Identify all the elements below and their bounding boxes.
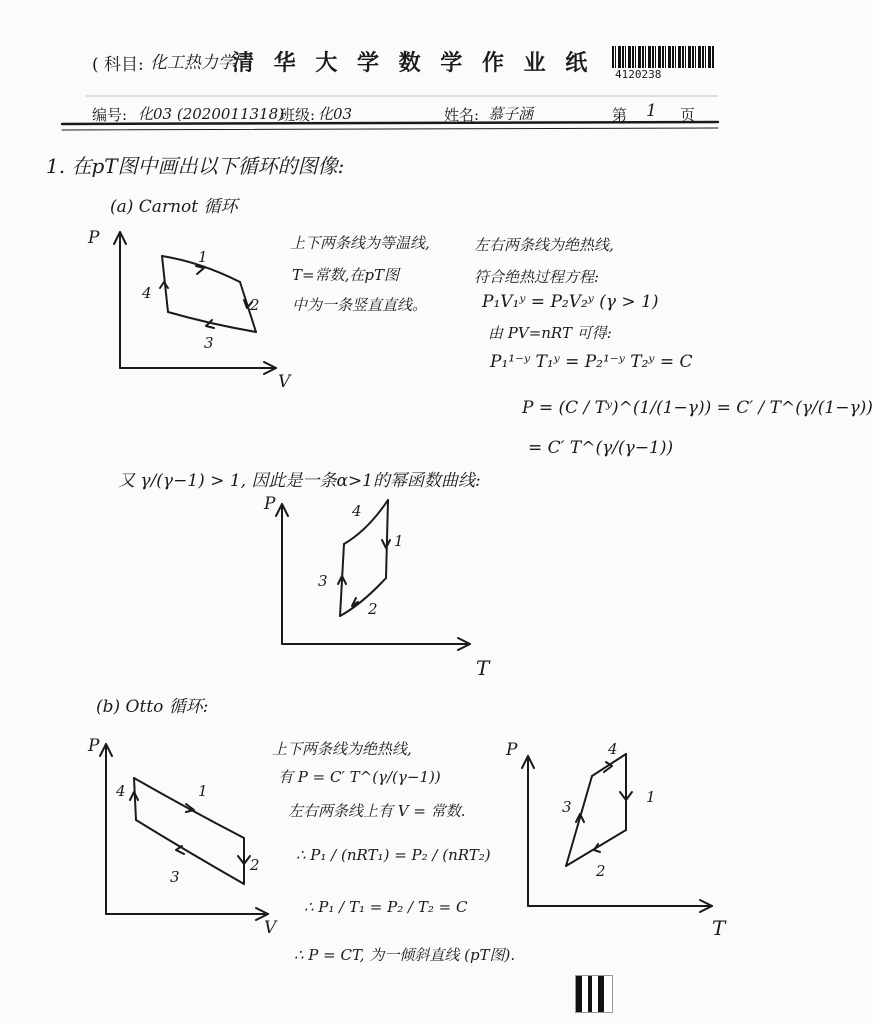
page-number: 1 (646, 101, 657, 121)
page-title: 清 华 大 学 数 学 作 业 纸 (232, 50, 594, 76)
otto-pt-label-4: 4 (608, 740, 618, 758)
adiabat-note-line-4: 由 PV=nRT 可得: (488, 324, 612, 342)
number-label: 编号: (92, 106, 128, 124)
carnot-pv-label-4: 4 (142, 284, 152, 302)
isotherm-note-line-2: T=常数,在pT图 (292, 266, 399, 284)
isotherm-note-line-3: 中为一条竖直直线。 (292, 296, 428, 314)
carnot-pv-x-axis-label: V (278, 372, 291, 392)
otto-pv-label-4: 4 (116, 782, 126, 800)
otto-pt-y-axis-label: P (506, 740, 518, 760)
page-prefix: 第 (612, 106, 628, 124)
otto-note-line-4: ∴ P₁ / (nRT₁) = P₂ / (nRT₂) (296, 846, 491, 864)
carnot-pv-label-1: 1 (198, 248, 208, 266)
number-value: 化03 (2020011318) (138, 105, 284, 123)
otto-pv-label-1: 1 (198, 782, 208, 800)
carnot-pt-cycle (338, 500, 390, 616)
otto-pv-x-axis-label: V (264, 918, 277, 938)
carnot-pt-y-axis-label: P (264, 494, 276, 514)
subject-value: 化工热力学 (150, 53, 235, 73)
otto-pv-label-2: 2 (250, 856, 260, 874)
carnot-pv-label-3: 3 (204, 334, 214, 352)
otto-pt-label-3: 3 (562, 798, 572, 816)
adiabat-note-line-2: 符合绝热过程方程: (474, 268, 600, 286)
otto-note-line-3: 左右两条线上有 V = 常数. (288, 802, 466, 820)
otto-pv-axes (100, 744, 268, 920)
carnot-pt-label-3: 3 (318, 572, 328, 590)
carnot-pt-label-2: 2 (368, 600, 378, 618)
barcode-number: 4120238 (615, 68, 662, 81)
header-rule-top (62, 122, 718, 124)
subject-label: ( 科目: (92, 55, 144, 75)
otto-pt-cycle (566, 754, 632, 866)
adiabat-equation: P₁V₁ʸ = P₂V₂ʸ (γ > 1) (482, 292, 659, 312)
header-rule-bottom (62, 128, 718, 130)
adiabat-p-expression: P = (C / Tʸ)^(1/(1−γ)) = C′ / T^(γ/(1−γ)) (522, 398, 873, 418)
carnot-pt-label-1: 1 (394, 532, 404, 550)
adiabat-note-line-1: 左右两条线为绝热线, (474, 236, 614, 254)
part-a-heading: (a) Carnot 循环 (110, 197, 238, 217)
name-value: 慕子涵 (488, 105, 534, 123)
isotherm-note-line-1: 上下两条线为等温线, (290, 234, 430, 252)
otto-pt-x-axis-label: T (712, 916, 726, 940)
adiabat-power-form: = C′ T^(γ/(γ−1)) (528, 438, 674, 458)
carnot-pt-label-4: 4 (352, 502, 362, 520)
carnot-pv-label-2: 2 (250, 296, 260, 314)
class-value: 化03 (318, 105, 353, 123)
otto-note-line-6: ∴ P = CT, 为一倾斜直线 (pT图). (294, 946, 516, 964)
otto-note-line-2: 有 P = C′ T^(γ/(γ−1)) (278, 768, 441, 786)
carnot-pt-x-axis-label: T (476, 656, 490, 680)
otto-pt-label-1: 1 (646, 788, 656, 806)
power-function-note: 又 γ/(γ−1) > 1, 因此是一条α>1的幂函数曲线: (118, 471, 481, 491)
otto-note-line-1: 上下两条线为绝热线, (272, 740, 412, 758)
otto-pv-cycle (130, 778, 250, 884)
otto-pv-y-axis-label: P (88, 736, 100, 756)
page-suffix: 页 (680, 106, 696, 124)
otto-note-line-5: ∴ P₁ / T₁ = P₂ / T₂ = C (304, 898, 468, 916)
part-b-heading: (b) Otto 循环: (96, 697, 209, 717)
carnot-pv-cycle (160, 256, 256, 332)
class-label: 班级: (280, 106, 316, 124)
carnot-pv-y-axis-label: P (88, 228, 100, 248)
otto-pt-label-2: 2 (596, 862, 606, 880)
problem-statement: 1. 在pT图中画出以下循环的图像: (46, 154, 345, 178)
otto-pv-label-3: 3 (170, 868, 180, 886)
name-label: 姓名: (444, 106, 480, 124)
adiabat-pt-equation: P₁¹⁻ʸ T₁ʸ = P₂¹⁻ʸ T₂ʸ = C (490, 352, 693, 372)
carnot-pt-axes (276, 504, 470, 650)
otto-pt-axes (522, 756, 712, 912)
